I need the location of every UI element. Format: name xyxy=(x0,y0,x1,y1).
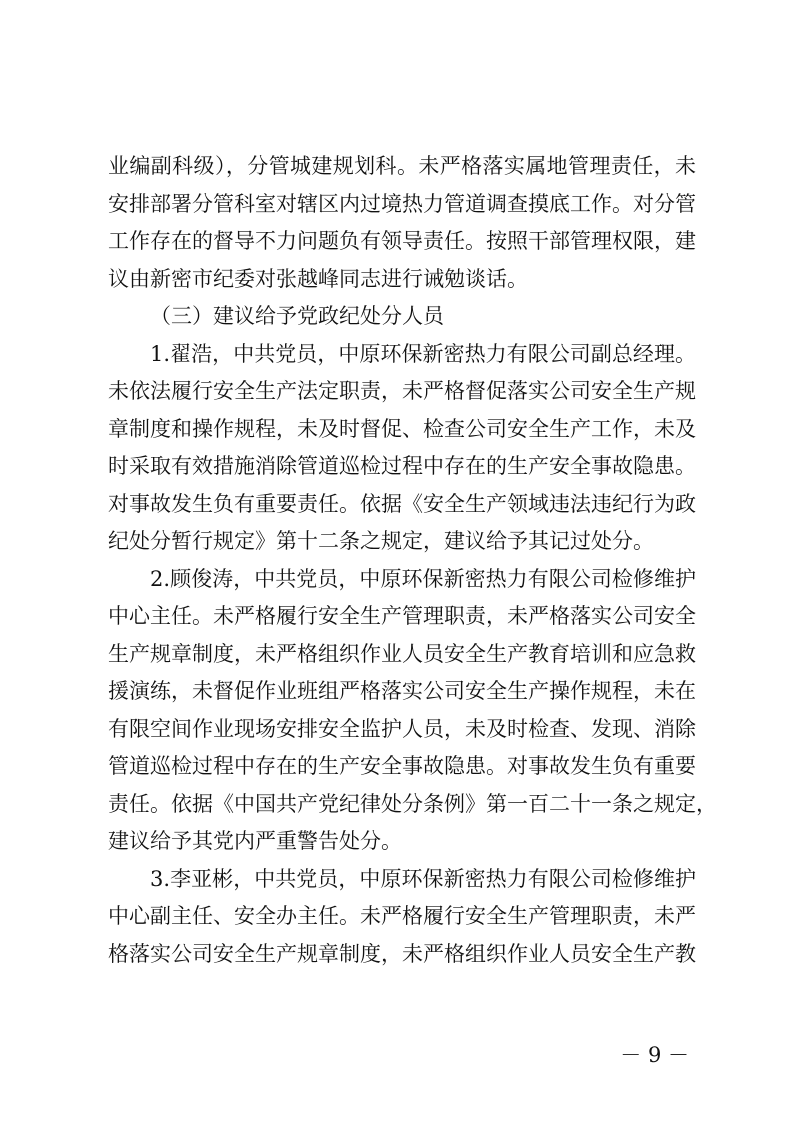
text-line: 援演练，未督促作业班组严格落实公司安全生产操作规程，未在 xyxy=(108,679,696,703)
text-line: 建议给予其党内严重警告处分。 xyxy=(108,829,402,853)
text-line: 中心副主任、安全办主任。未严格履行安全生产管理职责，未严 xyxy=(108,904,696,928)
text-line: 2.顾俊涛，中共党员，中原环保新密热力有限公司检修维护 xyxy=(150,566,696,591)
text-line: 有限空间作业现场安排安全监护人员，未及时检查、发现、消除 xyxy=(108,716,696,741)
text-line: 1.翟浩，中共党员，中原环保新密热力有限公司副总经理。 xyxy=(150,341,696,366)
paragraph-continuation xyxy=(108,148,696,298)
page-number: － 9 － xyxy=(620,1043,689,1067)
text-line: 3.李亚彬，中共党员，中原环保新密热力有限公司检修维护 xyxy=(150,866,696,891)
text-line: 未依法履行安全生产法定职责，未严格督促落实公司安全生产规 xyxy=(108,379,696,403)
text-line: 工作存在的督导不力问题负有领导责任。按照干部管理权限，建 xyxy=(108,229,696,253)
paragraph-item-3 xyxy=(108,861,696,974)
text-line: 格落实公司安全生产规章制度，未严格组织作业人员安全生产教 xyxy=(108,941,696,966)
section-heading: （三）建议给予党政纪处分人员 xyxy=(150,304,444,328)
text-line: 对事故发生负有重要责任。依据《安全生产领域违法违纪行为政 xyxy=(108,491,696,516)
text-line: 章制度和操作规程，未及时督促、检查公司安全生产工作，未及 xyxy=(108,416,696,441)
paragraph-item-2 xyxy=(108,561,717,861)
text-line: 议由新密市纪委对张越峰同志进行诫勉谈话。 xyxy=(108,266,528,291)
text-line: 时采取有效措施消除管道巡检过程中存在的生产安全事故隐患。 xyxy=(108,454,696,478)
text-line: 安排部署分管科室对辖区内过境热力管道调查摸底工作。对分管 xyxy=(108,191,696,216)
text-line: 纪处分暂行规定》第十二条之规定，建议给予其记过处分。 xyxy=(108,529,654,553)
paragraph-item-1 xyxy=(108,336,696,561)
text-line: 业编副科级），分管城建规划科。未严格落实属地管理责任，未 xyxy=(108,154,696,178)
text-line: 责任。依据《中国共产党纪律处分条例》第一百二十一条之规定， xyxy=(108,791,717,816)
text-line: 生产规章制度，未严格组织作业人员安全生产教育培训和应急救 xyxy=(108,641,696,666)
text-line: 管道巡检过程中存在的生产安全事故隐患。对事故发生负有重要 xyxy=(108,754,696,778)
document-body xyxy=(108,148,717,973)
text-line: 中心主任。未严格履行安全生产管理职责，未严格落实公司安全 xyxy=(108,604,696,628)
